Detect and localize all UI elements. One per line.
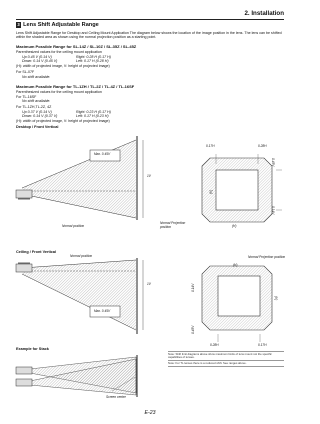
block2-right: Right: 0.23 H (0.17 H) [76,109,111,114]
ceiling-projection-cone [22,260,136,330]
block1-down: Down: 0.14 V (0.45 V) [22,59,58,63]
chapter-rule [16,19,284,20]
page-number: E-23 [144,410,156,416]
desktop-v-label: 1V [147,174,151,178]
block2-left: Left: 0.17 H (0.23 H) [76,114,109,118]
stack-projector-top [16,367,32,374]
block2-heading: Maximum Possible Range for TL-1ZH / TL-2Z / TL-4Z / TL-16SF [16,84,135,89]
fig-stack-title: Example for Stack [16,347,49,351]
fig-range2-diagram [196,260,286,346]
range1-top-right: 0.28H [258,144,267,148]
section-intro: Lens Shift Adjustable Range for Desktop and Ceiling Mount Application The diagram below shows the location of the image position in the lens. The lens can be shifted within the shaded area as shown using the normal projection position as a starting point. [16,31,282,40]
desktop-normal-label: Normal position [62,224,85,228]
range2-bottom-left: 0.28H [210,343,219,347]
range1-right-top: 0.45V [271,158,275,167]
fig-desktop-title: Desktop / Front Vertical [16,125,59,129]
range2-left-bottom: 0.45V [191,325,195,334]
block2-sub1-title: For TL-16SF [16,94,37,99]
range2-bottom-right: 0.17H [258,343,267,347]
range1-h: (H) [232,224,237,228]
block1-sub-title: For SL-07F [16,70,35,74]
fig-ceiling-diagram [16,258,156,338]
stack-screen-label: Screen center [106,395,126,399]
range2-normal-rect [218,276,260,316]
range2-h: (H) [233,263,238,267]
block2-sub1-note: No shift available. [22,99,51,103]
fig-stack-diagram [16,355,156,401]
block2-down: Down: 0.14 V (0.37 V) [22,114,58,118]
ceiling-v-label: 1V [147,282,151,286]
block1-heading: Maximum Possible Range for SL-14Z / SL-10Z / SL-35Z / SL-45Z [16,44,137,49]
desktop-max-label: Max. 0.45V [94,152,111,156]
notes-rule-bottom [168,366,284,367]
block1-left: Left: 0.17 H (0.28 H) [76,59,109,63]
ceiling-projector [16,264,32,272]
fig-ceiling-title: Ceiling / Front Vertical [16,250,57,254]
range1-normal-rect [216,170,258,210]
ceiling-normal-label: Normal position [70,254,93,258]
section-title-text: Lens Shift Adjustable Range [23,22,99,28]
block1-right: Right: 0.28 H (0.17 H) [76,54,111,59]
fig-desktop-diagram [16,132,156,222]
block2-para: Parenthesized values for the ceiling mount application [16,90,102,94]
block1-legend: (H): width of projected image, V: height of projected image) [16,63,110,68]
section-title [16,22,99,28]
range1-v: (V) [209,189,213,194]
range1-top-left: 0.17H [206,144,215,148]
chapter-heading: 2. Installation [244,10,284,17]
range2-npp: Normal Projection position [248,255,286,259]
range2-v: (V) [274,296,278,301]
range1-npp: Normal Projection position [160,221,186,229]
note-2: Note: For TL lenses there is a reduced shift. See ranges above. [168,360,247,365]
note-1: Note: Shift limit diagrams above show maximum limits of lens mount not the specific capabilities of lenses. [168,351,272,359]
range2-left-top: 0.14V [191,283,195,292]
block1-para: Parenthesized values for the ceiling mount application [16,50,102,54]
block2-up: Up 0.37 V (0.14 V) [22,109,52,114]
section-number-badge: 3 [17,22,20,27]
block1-sub-note: No shift available. [22,74,51,79]
stack-projector-bottom [16,379,32,386]
block2-legend: (H): width of projected image, V: height of projected image) [16,118,110,123]
block1-up: Up 0.45 V (0.14 V) [22,54,52,59]
desktop-projector [16,190,32,198]
ceiling-max-label: Max. 0.45V [94,309,111,313]
range1-right-bottom: 0.14V [271,206,275,215]
block2-sub2-title: For TL-1ZH,TL-2Z, 4Z [16,105,52,109]
